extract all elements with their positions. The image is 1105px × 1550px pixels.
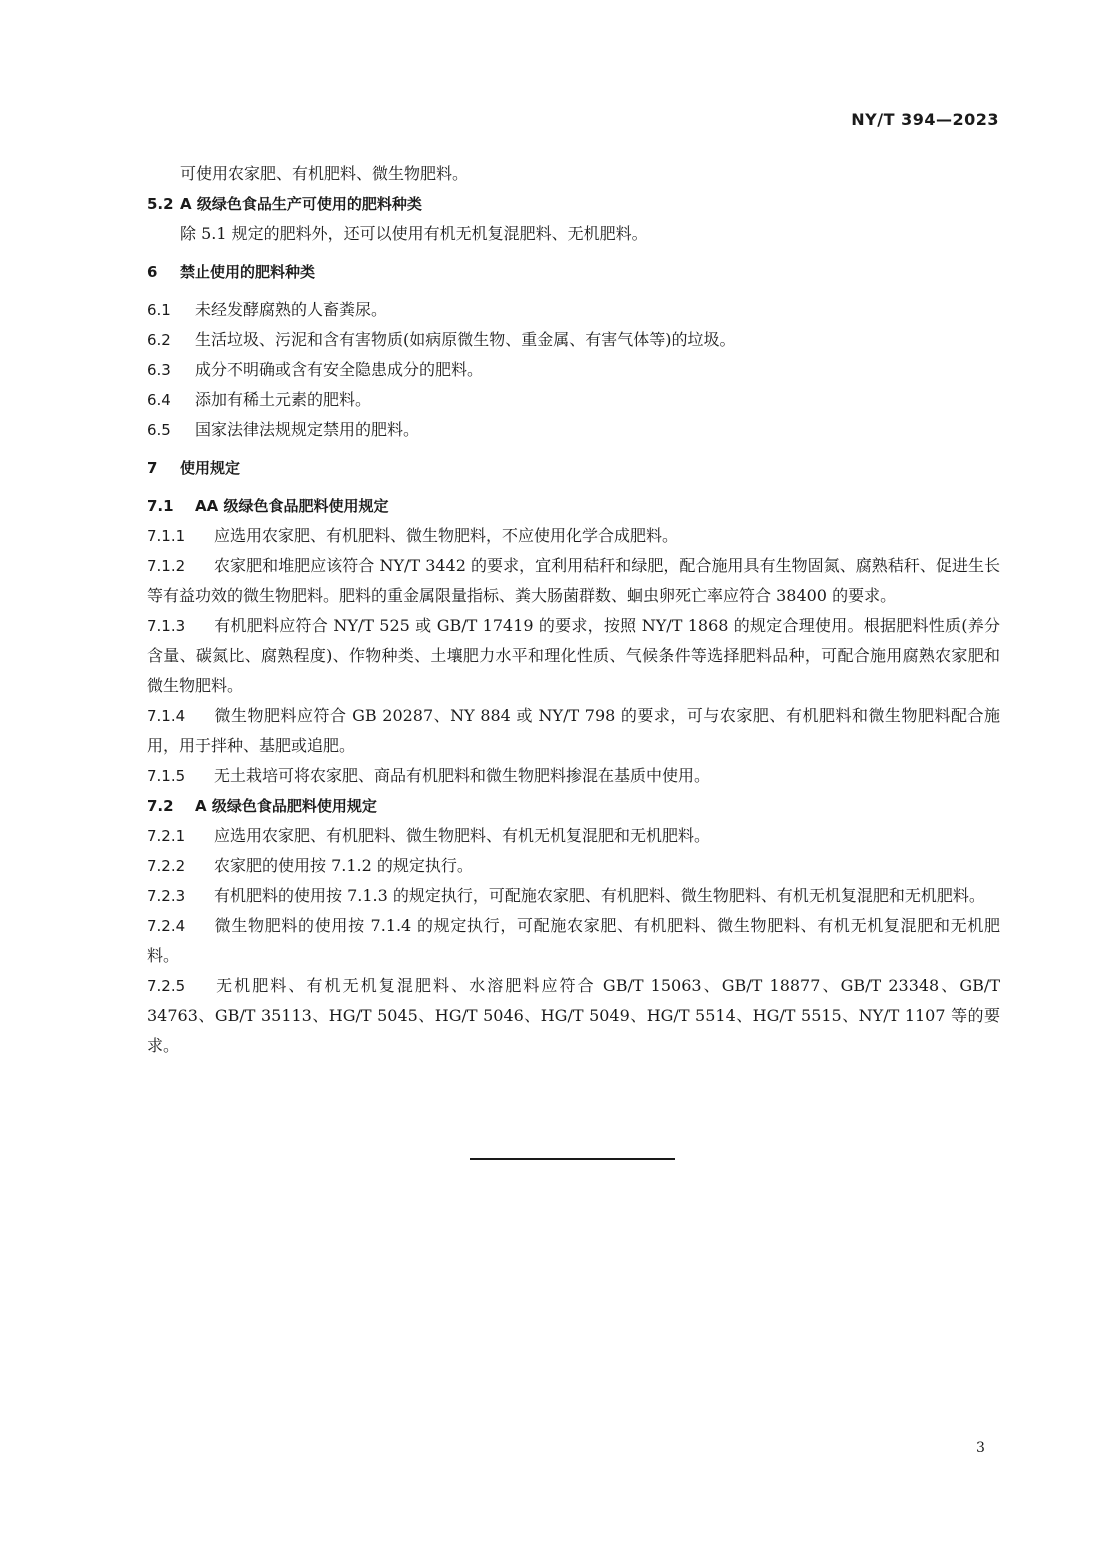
clause-number: 7.1.5 [147, 767, 186, 785]
clause-7-2-2 [147, 851, 1000, 881]
clause-number: 6.1 [147, 301, 171, 319]
clause-7-1-4 [147, 701, 1000, 761]
end-of-document-rule [470, 1158, 675, 1160]
section-title: A 级绿色食品肥料使用规定 [195, 797, 377, 815]
clause-number: 7.2.3 [147, 887, 186, 905]
clause-7-1-3 [147, 611, 1000, 701]
section-title: 禁止使用的肥料种类 [180, 263, 316, 281]
clause-7-2-5 [147, 971, 1000, 1061]
clause-text: 农家肥的使用按 7.1.2 的规定执行。 [214, 856, 473, 875]
section-title: 使用规定 [180, 459, 241, 477]
section-5-2-heading [147, 189, 1000, 219]
section-5-2-body: 除 5.1 规定的肥料外，还可以使用有机无机复混肥料、无机肥料。 [180, 224, 648, 243]
clause-7-2-4 [147, 911, 1000, 971]
clause-text: 未经发酵腐熟的人畜粪尿。 [195, 300, 388, 319]
clause-text: 应选用农家肥、有机肥料、微生物肥料，不应使用化学合成肥料。 [214, 526, 679, 545]
clause-number: 7.1.4 [147, 707, 186, 725]
clause-text: 生活垃圾、污泥和含有害物质(如病原微生物、重金属、有害气体等)的垃圾。 [195, 330, 736, 349]
clause-number: 7.1.3 [147, 617, 186, 635]
section-title: A 级绿色食品生产可使用的肥料种类 [180, 195, 422, 213]
clause-number: 7.1.2 [147, 557, 186, 575]
clause-7-2-3 [147, 881, 1000, 911]
section-7-1-heading [147, 491, 1000, 521]
clause-6-3 [147, 355, 1000, 385]
clause-text: 微生物肥料应符合 GB 20287、NY 884 或 NY/T 798 的要求，可与农家肥、有机肥料和微生物肥料配合施用，用于拌种、基肥或追肥。 [147, 706, 1000, 755]
clause-text: 微生物肥料的使用按 7.1.4 的规定执行，可配施农家肥、有机肥料、微生物肥料、有机无机复混肥和无机肥料。 [147, 916, 1000, 965]
clause-number: 7.1.1 [147, 527, 186, 545]
clause-7-2-1 [147, 821, 1000, 851]
paragraph-continuation: 可使用农家肥、有机肥料、微生物肥料。 [180, 164, 469, 183]
clause-number: 7.2.1 [147, 827, 186, 845]
clause-6-1 [147, 295, 1000, 325]
clause-number: 7.2.5 [147, 977, 186, 995]
clause-text: 有机肥料应符合 NY/T 525 或 GB/T 17419 的要求，按照 NY/T 1868 的规定合理使用。根据肥料性质(养分含量、碳氮比、腐熟程度)、作物种类、土壤肥力水平和理化性质、气候条件等选择肥料品种，可配合施用腐熟农家肥和微生物肥料。 [147, 616, 1000, 695]
clause-text: 添加有稀土元素的肥料。 [195, 390, 372, 409]
clause-text: 应选用农家肥、有机肥料、微生物肥料、有机无机复混肥和无机肥料。 [214, 826, 711, 845]
clause-text: 有机肥料的使用按 7.1.3 的规定执行，可配施农家肥、有机肥料、微生物肥料、有机无机复混肥和无机肥料。 [214, 886, 985, 905]
page-number: 3 [976, 1440, 985, 1456]
section-6-heading [147, 257, 1000, 287]
clause-number: 6.4 [147, 391, 171, 409]
section-number: 7.1 [147, 497, 174, 515]
section-7-2-heading [147, 791, 1000, 821]
clause-text: 无土栽培可将农家肥、商品有机肥料和微生物肥料掺混在基质中使用。 [214, 766, 711, 785]
clause-number: 6.2 [147, 331, 171, 349]
clause-number: 6.5 [147, 421, 171, 439]
clause-7-1-2 [147, 551, 1000, 611]
section-number: 5.2 [147, 195, 174, 213]
clause-6-2 [147, 325, 1000, 355]
section-7-heading [147, 453, 1000, 483]
clause-6-5 [147, 415, 1000, 445]
clause-text: 成分不明确或含有安全隐患成分的肥料。 [195, 360, 484, 379]
section-number: 7.2 [147, 797, 174, 815]
clause-6-4 [147, 385, 1000, 415]
section-title: AA 级绿色食品肥料使用规定 [195, 497, 389, 515]
clause-text: 农家肥和堆肥应该符合 NY/T 3442 的要求，宜利用秸秆和绿肥，配合施用具有生物固氮、腐熟秸秆、促进生长等有益功效的微生物肥料。肥料的重金属限量指标、粪大肠菌群数、蛔虫卵死亡率应符合 38400 的要求。 [147, 556, 1000, 605]
document-body [147, 159, 1000, 1061]
clause-text: 国家法律法规规定禁用的肥料。 [195, 420, 420, 439]
clause-number: 6.3 [147, 361, 171, 379]
clause-number: 7.2.2 [147, 857, 186, 875]
document-id-header: NY/T 394—2023 [851, 110, 999, 129]
clause-text: 无机肥料、有机无机复混肥料、水溶肥料应符合 GB/T 15063、GB/T 18877、GB/T 23348、GB/T 34763、GB/T 35113、HG/T 5045、HG/T 5046、HG/T 5049、HG/T 5514、HG/T 5515、NY/T 1107 等的要求。 [147, 976, 1000, 1055]
clause-7-1-5 [147, 761, 1000, 791]
clause-7-1-1 [147, 521, 1000, 551]
clause-number: 7.2.4 [147, 917, 186, 935]
section-number: 6 [147, 263, 158, 281]
section-number: 7 [147, 459, 158, 477]
